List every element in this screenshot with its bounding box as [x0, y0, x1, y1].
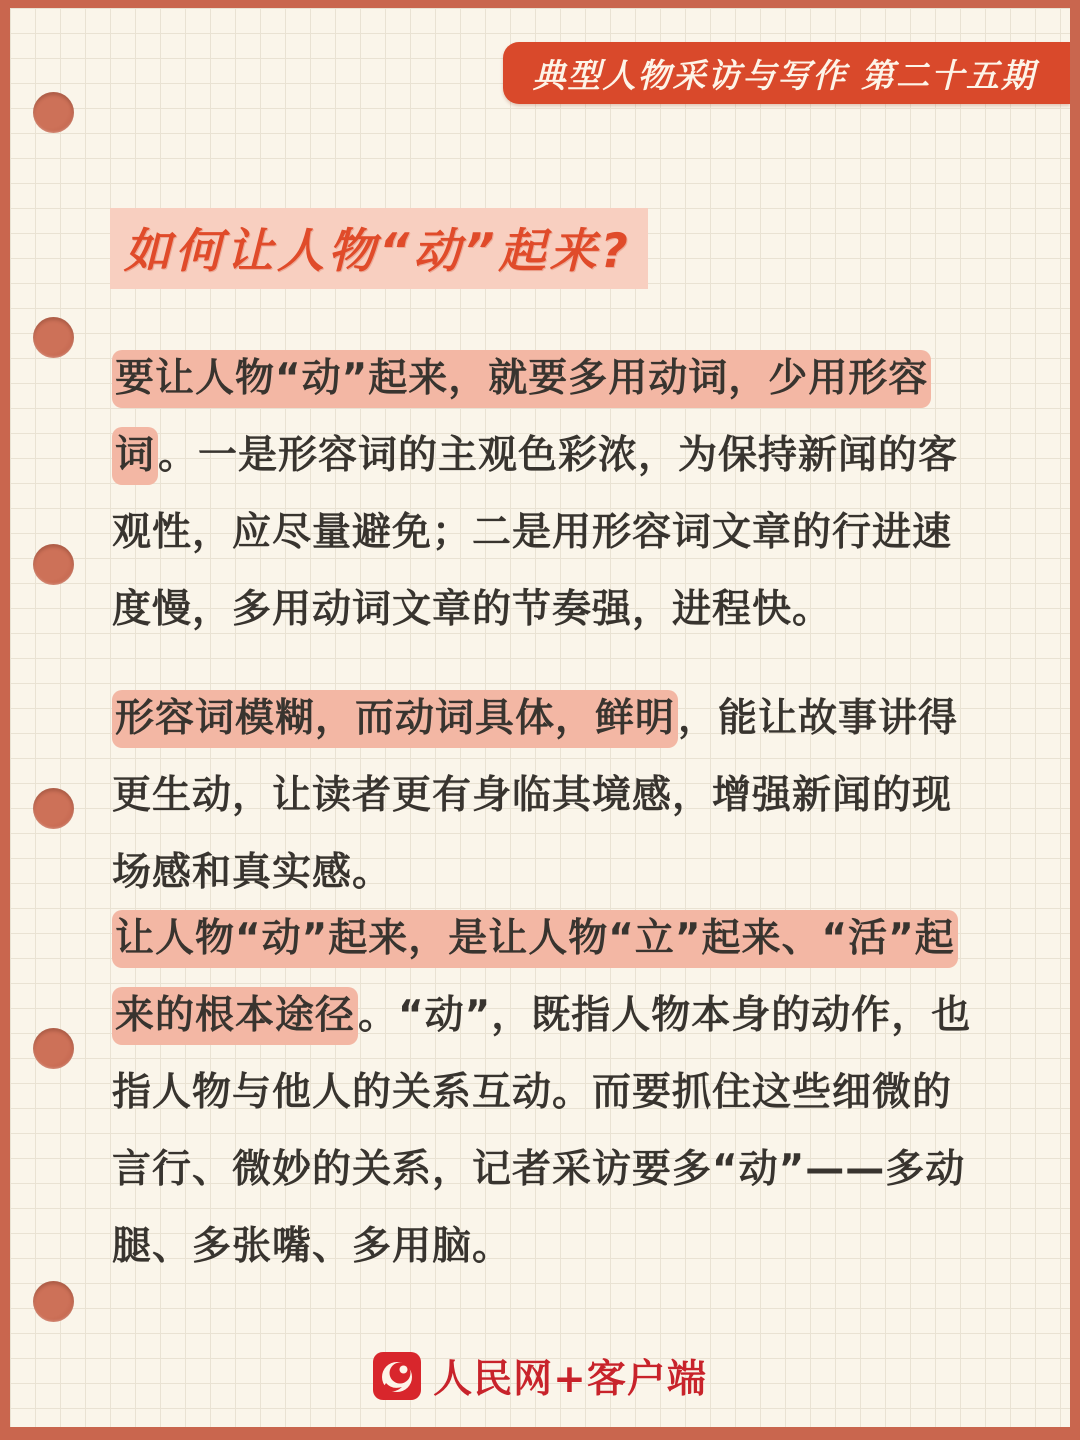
footer-brand	[10, 1348, 1070, 1404]
body-paragraph	[112, 900, 988, 1285]
highlighted-text: 要让人物“动”起来，就要多用动词，少用形容词	[112, 350, 931, 485]
plain-text: 。一是形容词的主观色彩浓，为保持新闻的客观性，应尽量避免；二是用形容词文章的行进速度慢，多用动词文章的节奏强，进程快。	[112, 433, 959, 632]
binder-hole	[33, 92, 74, 133]
plain-text: ，能让故事讲得更生动，让读者更有身临其境感，增强新闻的现场感和真实感。	[112, 696, 959, 895]
body-paragraph	[112, 340, 988, 648]
highlighted-text: 形容词模糊，而动词具体，鲜明	[112, 690, 678, 748]
plain-text: 。“动”，既指人物本身的动作，也指人物与他人的关系互动。而要抓住这些细微的言行、微妙的关系，记者采访要多“动”——多动腿、多张嘴、多用脑。	[112, 993, 972, 1269]
binder-hole	[33, 1028, 74, 1069]
highlighted-text: 让人物“动”起来，是让人物“立”起来、“活”起来的根本途径	[112, 910, 958, 1045]
body-paragraph	[112, 680, 988, 911]
binder-hole	[33, 788, 74, 829]
page-title	[110, 208, 648, 289]
issue-badge	[503, 42, 1071, 104]
issue-badge-label: 典型人物采访与写作 第二十五期	[532, 55, 1036, 95]
binder-hole	[33, 317, 74, 358]
peoples-daily-logo-icon	[373, 1352, 421, 1400]
footer-brand-text: 人民网+客户端	[433, 1357, 707, 1402]
page-title-text: 如何让人物“动”起来?	[110, 208, 648, 289]
binder-hole	[33, 1281, 74, 1322]
binder-hole	[33, 544, 74, 585]
